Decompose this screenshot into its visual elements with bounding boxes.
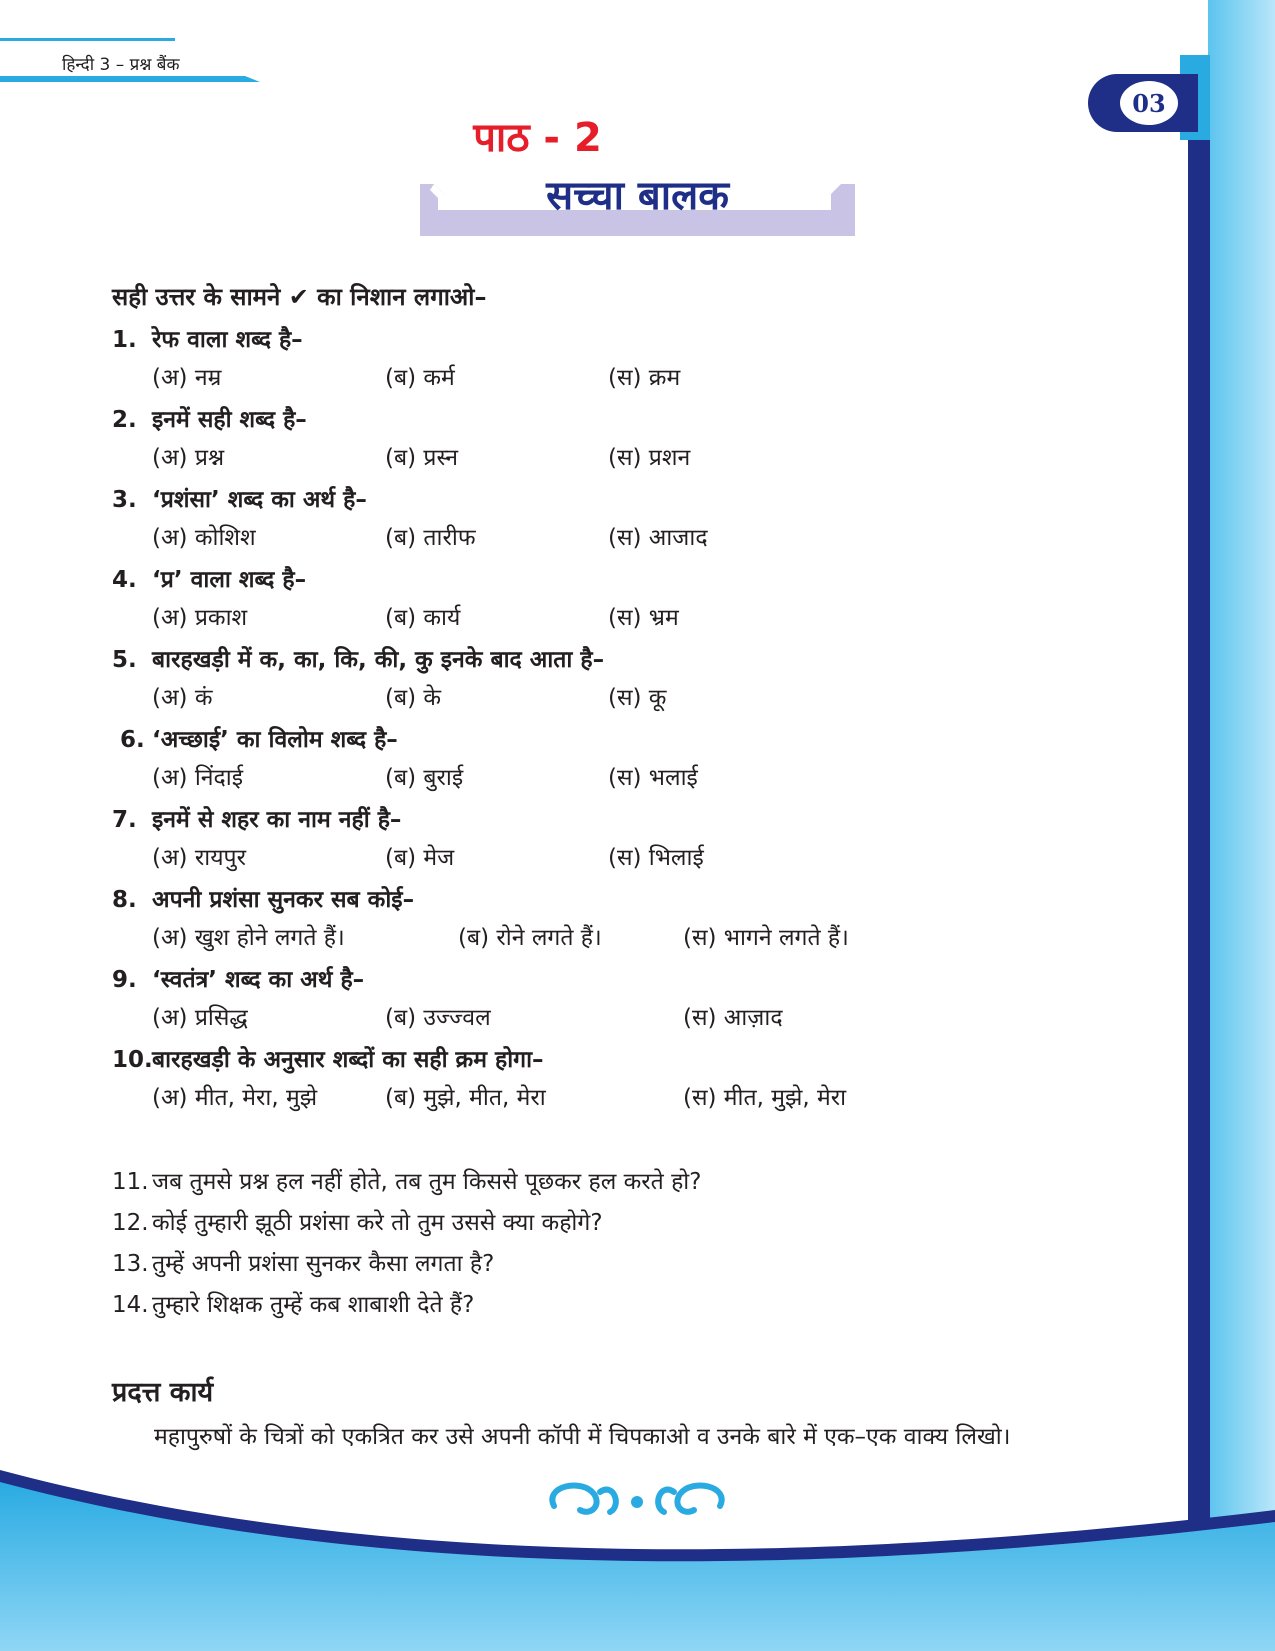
option-c: (स) भ्रम: [608, 605, 679, 631]
option-b: (ब) कार्य: [385, 605, 461, 631]
ornament-divider: [542, 1476, 732, 1522]
option-c: (स) भलाई: [608, 765, 698, 791]
assignment-heading: प्रदत्त कार्य: [112, 1377, 214, 1408]
question-1: 1. रेफ वाला शब्द है–: [112, 327, 303, 353]
option-a: (अ) नम्र: [152, 365, 222, 391]
option-a: (अ) प्रकाश: [152, 605, 248, 631]
option-b: (ब) मेज: [385, 845, 455, 871]
question-6: 6. ‘अच्छाई’ का विलोम शब्द है–: [120, 727, 398, 753]
option-b: (ब) मुझे, मीत, मेरा: [385, 1085, 546, 1111]
header-book-title: हिन्दी 3 – प्रश्न बैंक: [62, 55, 180, 75]
option-b: (ब) उज्ज्वल: [385, 1005, 491, 1031]
option-a: (अ) कं: [152, 685, 213, 711]
option-a: (अ) खुश होने लगते हैं।: [152, 925, 345, 951]
option-c: (स) कू: [608, 685, 667, 711]
right-decorative-band: [1180, 0, 1275, 1651]
option-c: (स) प्रशन: [608, 445, 691, 471]
option-b: (ब) के: [385, 685, 442, 711]
option-a: (अ) कोशिश: [152, 525, 256, 551]
option-b: (ब) तारीफ: [385, 525, 476, 551]
question-2: 2. इनमें सही शब्द है–: [112, 407, 307, 433]
question-7: 7. इनमें से शहर का नाम नहीं है–: [112, 807, 402, 833]
question-9: 9. ‘स्वतंत्र’ शब्द का अर्थ है–: [112, 967, 365, 993]
page-number: 03: [1120, 81, 1178, 125]
short-question-11: 11. जब तुमसे प्रश्न हल नहीं होते, तब तुम किससे पूछकर हल करते हो?: [112, 1169, 702, 1195]
mcq-instruction: सही उत्तर के सामने ✔ का निशान लगाओ–: [112, 283, 487, 311]
lesson-number: पाठ - 2: [473, 115, 602, 161]
option-c: (स) आज़ाद: [683, 1005, 783, 1031]
option-b: (ब) बुराई: [385, 765, 464, 791]
option-c: (स) आजाद: [608, 525, 708, 551]
assignment-text: महापुरुषों के चित्रों को एकत्रित कर उसे अपनी कॉपी में चिपकाओ व उनके बारे में एक–एक वाक्य लिखो।: [154, 1424, 1011, 1450]
option-c: (स) भिलाई: [608, 845, 704, 871]
question-3: 3. ‘प्रशंसा’ शब्द का अर्थ है–: [112, 487, 367, 513]
option-c: (स) क्रम: [608, 365, 681, 391]
option-b: (ब) प्रस्न: [385, 445, 459, 471]
short-question-14: 14. तुम्हारे शिक्षक तुम्हें कब शाबाशी देते हैं?: [112, 1292, 475, 1318]
option-b: (ब) रोने लगते हैं।: [458, 925, 602, 951]
question-4: 4. ‘प्र’ वाला शब्द है–: [112, 567, 307, 593]
question-5: 5. बारहखड़ी में क, का, कि, की, कु इनके बाद आता है–: [112, 647, 605, 673]
option-a: (अ) रायपुर: [152, 845, 247, 871]
lesson-title: सच्चा बालक: [546, 173, 729, 219]
option-a: (अ) मीत, मेरा, मुझे: [152, 1085, 318, 1111]
short-question-13: 13. तुम्हें अपनी प्रशंसा सुनकर कैसा लगता है?: [112, 1251, 495, 1277]
short-question-12: 12. कोई तुम्हारी झूठी प्रशंसा करे तो तुम उससे क्या कहोगे?: [112, 1210, 603, 1236]
question-10: 10.बारहखड़ी के अनुसार शब्दों का सही क्रम होगा–: [112, 1047, 544, 1073]
option-c: (स) मीत, मुझे, मेरा: [683, 1085, 847, 1111]
question-8: 8. अपनी प्रशंसा सुनकर सब कोई–: [112, 887, 415, 913]
option-a: (अ) प्रश्न: [152, 445, 225, 471]
option-a: (अ) प्रसिद्ध: [152, 1005, 248, 1031]
option-c: (स) भागने लगते हैं।: [683, 925, 849, 951]
option-b: (ब) कर्म: [385, 365, 455, 391]
option-a: (अ) निंदाई: [152, 765, 244, 791]
